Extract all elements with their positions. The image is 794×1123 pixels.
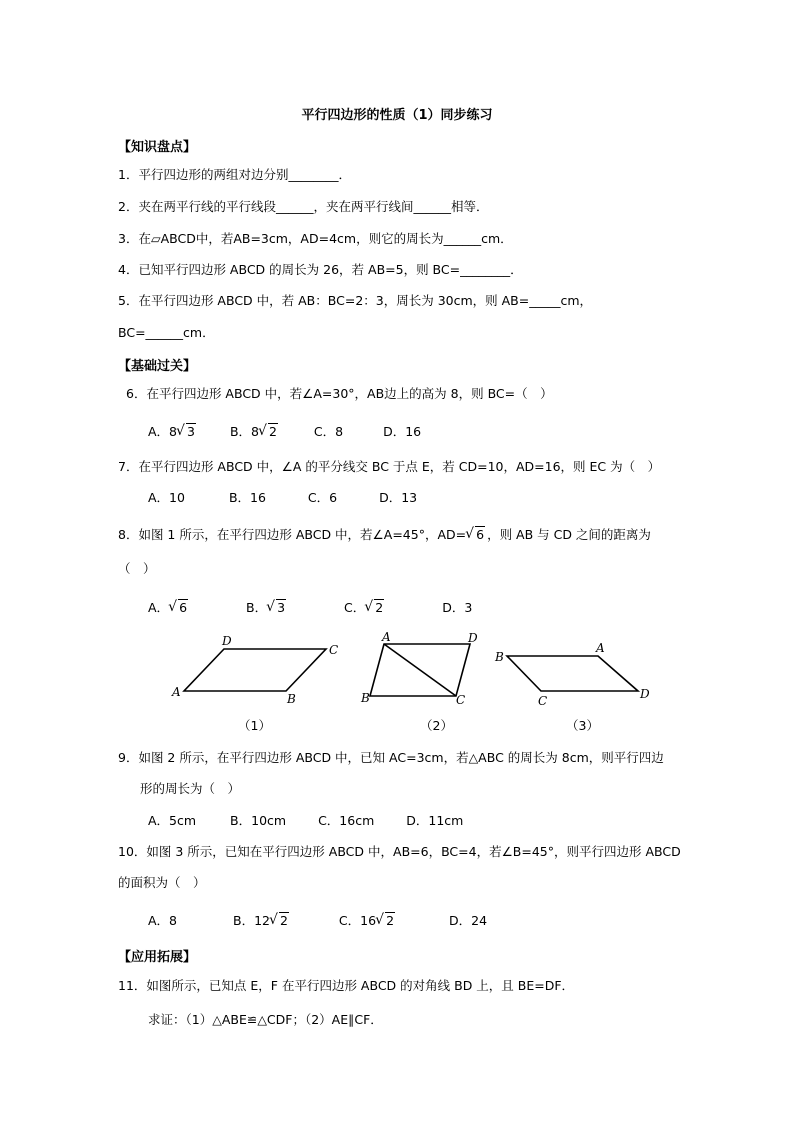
fig3-label-d: D <box>640 687 650 701</box>
section-knowledge: 【知识盘点】 <box>118 140 197 155</box>
question-8-options <box>148 600 472 616</box>
question-8-line1: 8．如图 1 所示，在平行四边形 ABCD 中，若∠A=45°，AD=√ 6 ，则 AB 与 CD 之间的距离为 <box>118 527 651 543</box>
sqrt-symbol: √ 2 <box>376 913 395 929</box>
question-11-line2: 求证：（1）△ABE≌△CDF；（2）AE∥CF． <box>148 1012 383 1027</box>
question-9-line1: 9．如图 2 所示，在平行四边形 ABCD 中，已知 AC=3cm，若△ABC 的周长为 8cm，则平行四边 <box>118 750 664 765</box>
sqrt-symbol: √ 2 <box>365 600 384 616</box>
sqrt-symbol: √ 2 <box>259 424 278 440</box>
option-d: D．16 <box>383 424 422 439</box>
question-9-line2: 形的周长为（ ） <box>140 781 241 796</box>
question-8-line2: （ ） <box>118 561 156 576</box>
option-c: C．6 <box>307 490 338 505</box>
sqrt-symbol: √ 3 <box>177 424 196 440</box>
fig1-label-d: D <box>222 634 232 648</box>
option-c: C．16cm <box>318 813 375 828</box>
question-3: 3．在▱ABCD中，若AB=3cm，AD=4cm，则它的周长为______cm． <box>118 231 513 246</box>
question-5-line2: BC=______cm． <box>118 325 215 340</box>
option-d: D．13 <box>379 490 418 505</box>
section-extension: 【应用拓展】 <box>118 950 197 965</box>
option-a: A．8 <box>148 913 178 928</box>
figure-1-parallelogram <box>184 649 326 691</box>
fig2-label-b: B <box>361 691 370 705</box>
option-c: C．8 <box>313 424 344 439</box>
option-c: C．16√ 2 <box>339 913 397 929</box>
option-b: B．√ 3 <box>246 600 288 616</box>
figure-2-parallelogram <box>370 644 470 696</box>
option-d: D．3 <box>442 600 473 615</box>
option-c: C．√ 2 <box>344 600 386 616</box>
fig2-label-a: A <box>382 630 391 644</box>
question-2: 2．夹在两平行线的平行线段______，夹在两平行线间______相等． <box>118 199 489 214</box>
fig3-label-b: B <box>495 650 504 664</box>
question-6: 6．在平行四边形 ABCD 中，若∠A=30°，AB边上的高为 8，则 BC=（ ） <box>126 386 553 401</box>
question-10-line2: 的面积为（ ） <box>118 875 206 890</box>
option-a: A．√ 6 <box>148 600 190 616</box>
option-b: B．12√ 2 <box>233 913 291 929</box>
page-title: 平行四边形的性质（1）同步练习 <box>301 108 493 123</box>
fig2-label-d: D <box>468 631 478 645</box>
figure-3-parallelogram <box>507 656 638 691</box>
question-7: 7．在平行四边形 ABCD 中，∠A 的平分线交 BC 于点 E，若 CD=10，AD=16，则 EC 为（ ） <box>118 459 661 474</box>
question-11-line1: 11．如图所示，已知点 E，F 在平行四边形 ABCD 的对角线 BD 上，且 BE=DF． <box>118 978 575 993</box>
figures <box>160 628 660 712</box>
sqrt-symbol: √ 2 <box>270 913 289 929</box>
fig3-label-c: C <box>538 694 548 708</box>
sqrt-symbol: √ 6 <box>169 600 188 616</box>
option-b: B．8√ 2 <box>230 424 280 440</box>
option-a: A．8√ 3 <box>148 424 198 440</box>
question-7-options <box>148 490 417 506</box>
section-basic: 【基础过关】 <box>118 359 197 374</box>
fig1-label-a: A <box>172 685 181 699</box>
figure-1-caption: （1） <box>238 718 271 733</box>
question-1: 1．平行四边形的两组对边分别________． <box>118 167 351 182</box>
question-4: 4．已知平行四边形 ABCD 的周长为 26，若 AB=5，则 BC=________． <box>118 262 523 277</box>
fig3-label-a: A <box>596 641 605 655</box>
question-10-line1: 10．如图 3 所示，已知在平行四边形 ABCD 中，AB=6，BC=4，若∠B=45°，则平行四边形 ABCD <box>118 844 681 859</box>
question-6-options <box>148 424 421 440</box>
question-10-options <box>148 913 487 929</box>
fig1-label-b: B <box>287 692 296 706</box>
sqrt-symbol: √ 6 <box>466 527 485 543</box>
option-a: A．5cm <box>148 813 197 828</box>
question-9-options <box>148 813 463 829</box>
option-d: D．24 <box>449 913 488 928</box>
option-b: B．16 <box>228 490 266 505</box>
question-5-line1: 5．在平行四边形 ABCD 中，若 AB：BC=2：3，周长为 30cm，则 AB=_____cm， <box>118 293 593 308</box>
option-d: D．11cm <box>406 813 464 828</box>
option-a: A．10 <box>148 490 185 505</box>
option-b: B．10cm <box>230 813 287 828</box>
fig2-label-c: C <box>456 693 466 707</box>
sqrt-symbol: √ 3 <box>267 600 286 616</box>
figure-2-caption: （2） <box>420 718 453 733</box>
figure-3-caption: （3） <box>566 718 599 733</box>
fig1-label-c: C <box>329 643 339 657</box>
